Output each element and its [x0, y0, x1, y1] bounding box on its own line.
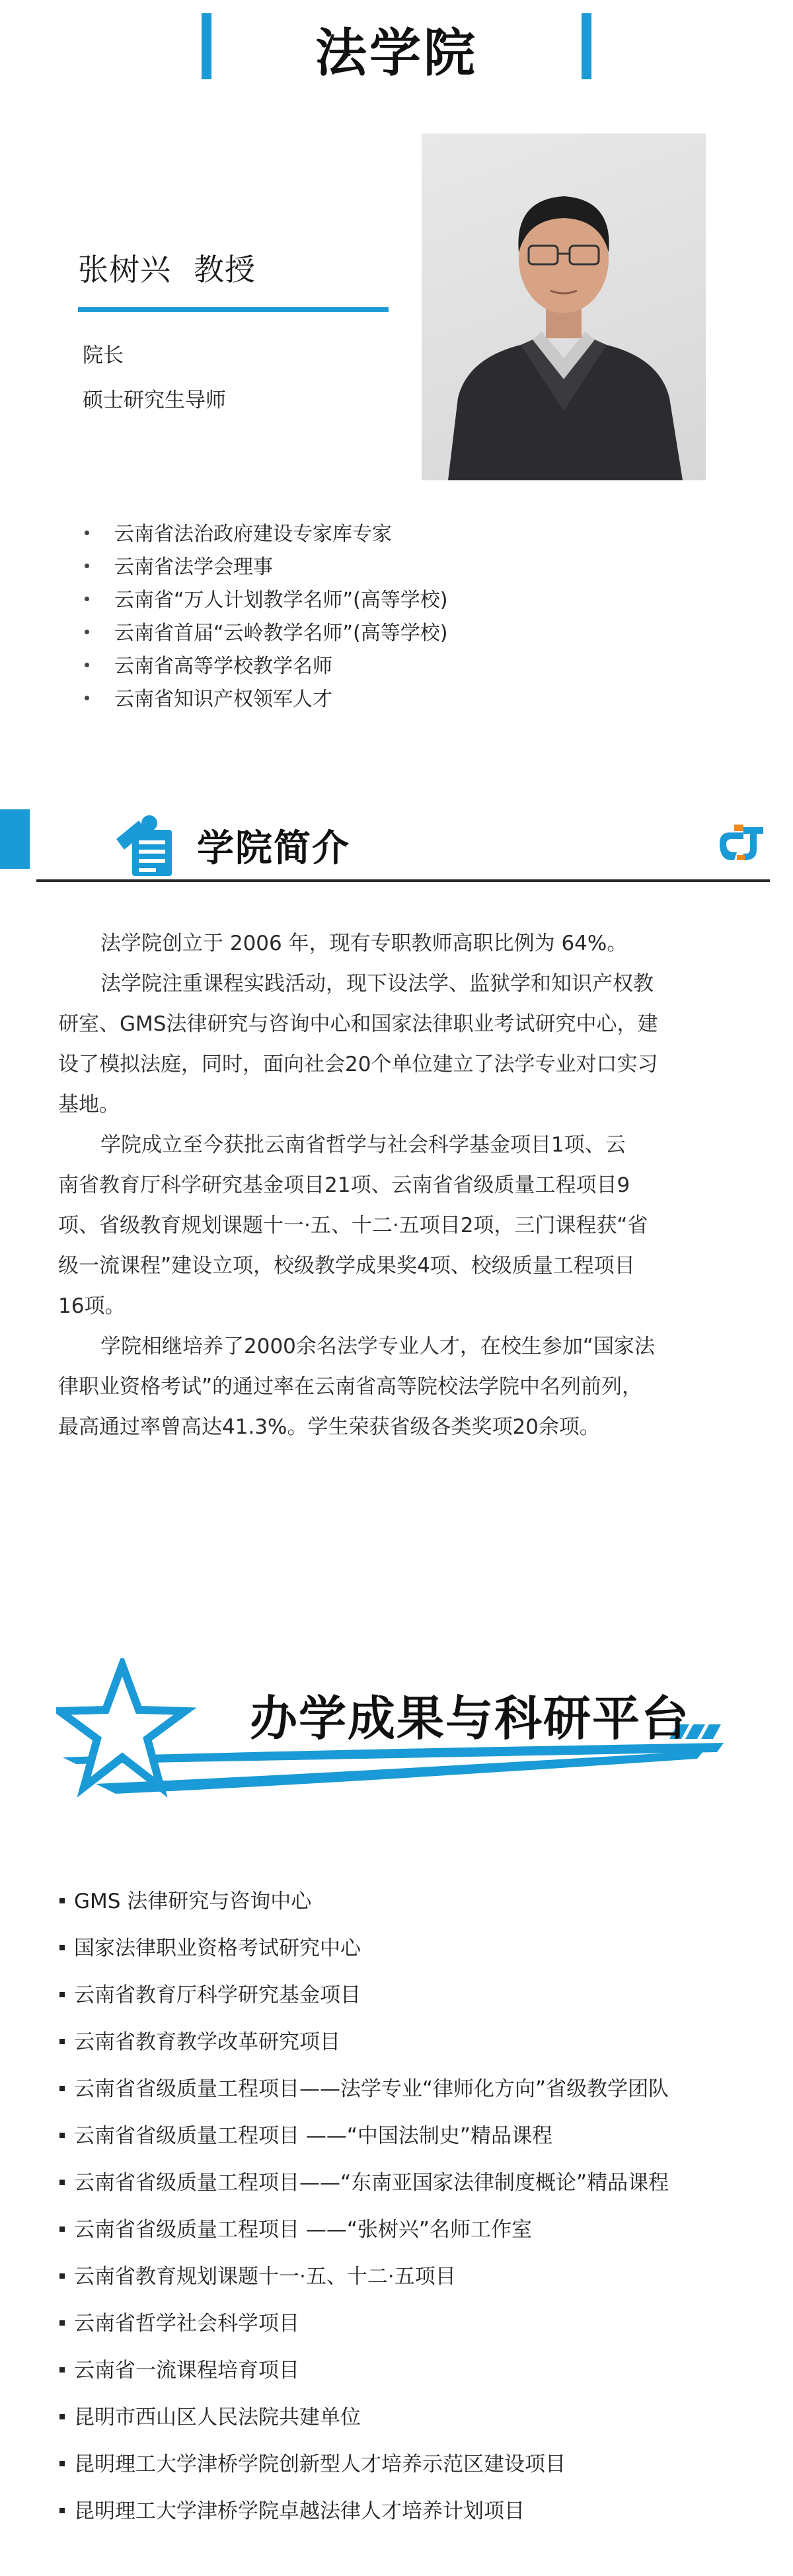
intro-line: 级一流课程”建设立项，校级教学成果奖4项、校级质量工程项目	[58, 1254, 635, 1278]
bullet-dot	[85, 597, 89, 601]
achievement-item	[59, 2447, 566, 2477]
achievement-text: GMS 法律研究与咨询中心	[74, 1890, 312, 1913]
name-underline	[78, 307, 389, 312]
section-accent-bar	[0, 809, 30, 869]
intro-paragraph-1	[58, 924, 727, 964]
intro-paragraph-4	[58, 1327, 727, 1448]
bullet-square	[59, 2508, 65, 2513]
honor-text: 云南省“万人计划教学名师”(高等学校)	[114, 589, 448, 612]
achievement-text: 云南省省级质量工程项目——法学专业“律师化方向”省级教学团队	[74, 2077, 669, 2101]
achievement-text: 昆明理工大学津桥学院卓越法律人才培养计划项目	[74, 2499, 525, 2523]
intro-line: 学院相继培养了2000余名法学专业人才，在校生参加“国家法	[100, 1335, 655, 1358]
achievement-text: 云南省教育教学改革研究项目	[74, 2030, 340, 2054]
bullet-square	[59, 2273, 65, 2279]
bullet-dot	[85, 696, 89, 700]
achievement-item	[59, 1978, 361, 2008]
achievement-text: 云南省省级质量工程项目——“东南亚国家法律制度概论”精品课程	[74, 2171, 669, 2195]
intro-line: 16项。	[58, 1294, 126, 1318]
honor-text: 云南省法学会理事	[114, 556, 273, 579]
intro-line: 基地。	[58, 1093, 120, 1117]
bullet-square	[59, 2226, 65, 2232]
intro-line: 律职业资格考试”的通过率在云南省高等院校法学院中名列前列，	[58, 1375, 643, 1399]
achievement-text: 国家法律职业资格考试研究中心	[74, 1936, 361, 1960]
profile-name: 张树兴	[78, 252, 171, 287]
profile-name-line	[78, 246, 256, 289]
college-logo-icon	[717, 823, 767, 867]
intro-line: 法学院注重课程实践活动，现下设法学、监狱学和知识产权教	[100, 972, 654, 996]
honor-text: 云南省首届“云岭教学名师”(高等学校)	[114, 622, 448, 645]
bullet-square	[59, 2180, 65, 2185]
intro-paragraph-2	[58, 964, 727, 1125]
bullet-square	[59, 2461, 65, 2466]
bullet-square	[59, 2320, 65, 2326]
profile-role-supervisor: 硕士研究生导师	[83, 388, 226, 412]
bullet-dot	[85, 531, 89, 535]
bullet-square	[59, 1898, 65, 1903]
bullet-dot	[85, 630, 89, 634]
bullet-square	[59, 2039, 65, 2044]
achievement-text: 云南省省级质量工程项目 ——“张树兴”名师工作室	[74, 2218, 532, 2242]
honor-text: 云南省高等学校教学名师	[114, 655, 332, 678]
bullet-square	[59, 2414, 65, 2419]
portrait-photo	[422, 133, 706, 480]
intro-line: 研室、GMS法律研究与咨询中心和国家法律职业考试研究中心，建	[58, 1012, 658, 1036]
achievement-text: 云南省教育厅科学研究基金项目	[74, 1983, 361, 2007]
achievement-item	[59, 2166, 669, 2195]
intro-paragraph-3	[58, 1125, 727, 1327]
achievement-item	[59, 1931, 361, 1961]
honor-item	[85, 682, 332, 712]
profile-role-dean: 院长	[83, 344, 124, 367]
honor-item	[85, 616, 448, 645]
achievement-item	[59, 2494, 525, 2524]
achievement-item	[59, 2400, 361, 2430]
achievement-item	[59, 2260, 456, 2289]
portrait-illustration	[422, 133, 706, 480]
honor-item	[85, 649, 332, 679]
honor-item	[85, 550, 273, 579]
achievement-item	[59, 2072, 669, 2102]
achievement-text: 云南省哲学社会科学项目	[74, 2312, 299, 2336]
page-title: 法学院	[315, 24, 478, 83]
bullet-square	[59, 1945, 65, 1950]
achievement-text: 昆明市西山区人民法院共建单位	[74, 2406, 361, 2429]
bullet-square	[59, 2367, 65, 2373]
bullet-square	[59, 1992, 65, 1997]
bullet-square	[59, 2133, 65, 2138]
profile-rank: 教授	[194, 252, 256, 287]
document-icon	[112, 807, 178, 883]
honor-item	[85, 583, 448, 612]
achievement-item	[59, 2025, 340, 2055]
honor-text: 云南省知识产权领军人才	[114, 688, 332, 711]
section-underline	[36, 879, 770, 882]
intro-line: 法学院创立于 2006 年，现有专职教师高职比例为 64%。	[100, 932, 628, 955]
achievement-item	[59, 2306, 299, 2336]
achievement-text: 昆明理工大学津桥学院创新型人才培养示范区建设项目	[74, 2452, 566, 2476]
achievement-text: 云南省省级质量工程项目 ——“中国法制史”精品课程	[74, 2124, 552, 2148]
achievement-item	[59, 2353, 299, 2383]
intro-line: 最高通过率曾高达41.3%。学生荣获省级各类奖项20余项。	[58, 1415, 600, 1439]
achievement-item	[59, 1884, 311, 1914]
achievement-item	[59, 2213, 532, 2242]
honor-text: 云南省法治政府建设专家库专家	[114, 523, 392, 546]
achievement-item	[59, 2119, 552, 2149]
bullet-square	[59, 2086, 65, 2091]
intro-line: 学院成立至今获批云南省哲学与社会科学基金项目1项、云	[100, 1133, 626, 1157]
intro-line: 项、省级教育规划课题十一·五、十二·五项目2项，三门课程获“省	[58, 1214, 648, 1237]
section-title-intro: 学院简介	[197, 827, 350, 870]
section-title-achievements: 办学成果与科研平台	[250, 1691, 691, 1746]
achievement-text: 云南省教育规划课题十一·五、十二·五项目	[74, 2265, 456, 2289]
achievement-text: 云南省一流课程培育项目	[74, 2359, 299, 2382]
intro-line: 南省教育厅科学研究基金项目21项、云南省省级质量工程项目9	[58, 1173, 630, 1197]
intro-line: 设了模拟法庭，同时，面向社会20个单位建立了法学专业对口实习	[58, 1052, 658, 1076]
bullet-dot	[85, 564, 89, 568]
honor-item	[85, 517, 392, 546]
bullet-dot	[85, 663, 89, 667]
